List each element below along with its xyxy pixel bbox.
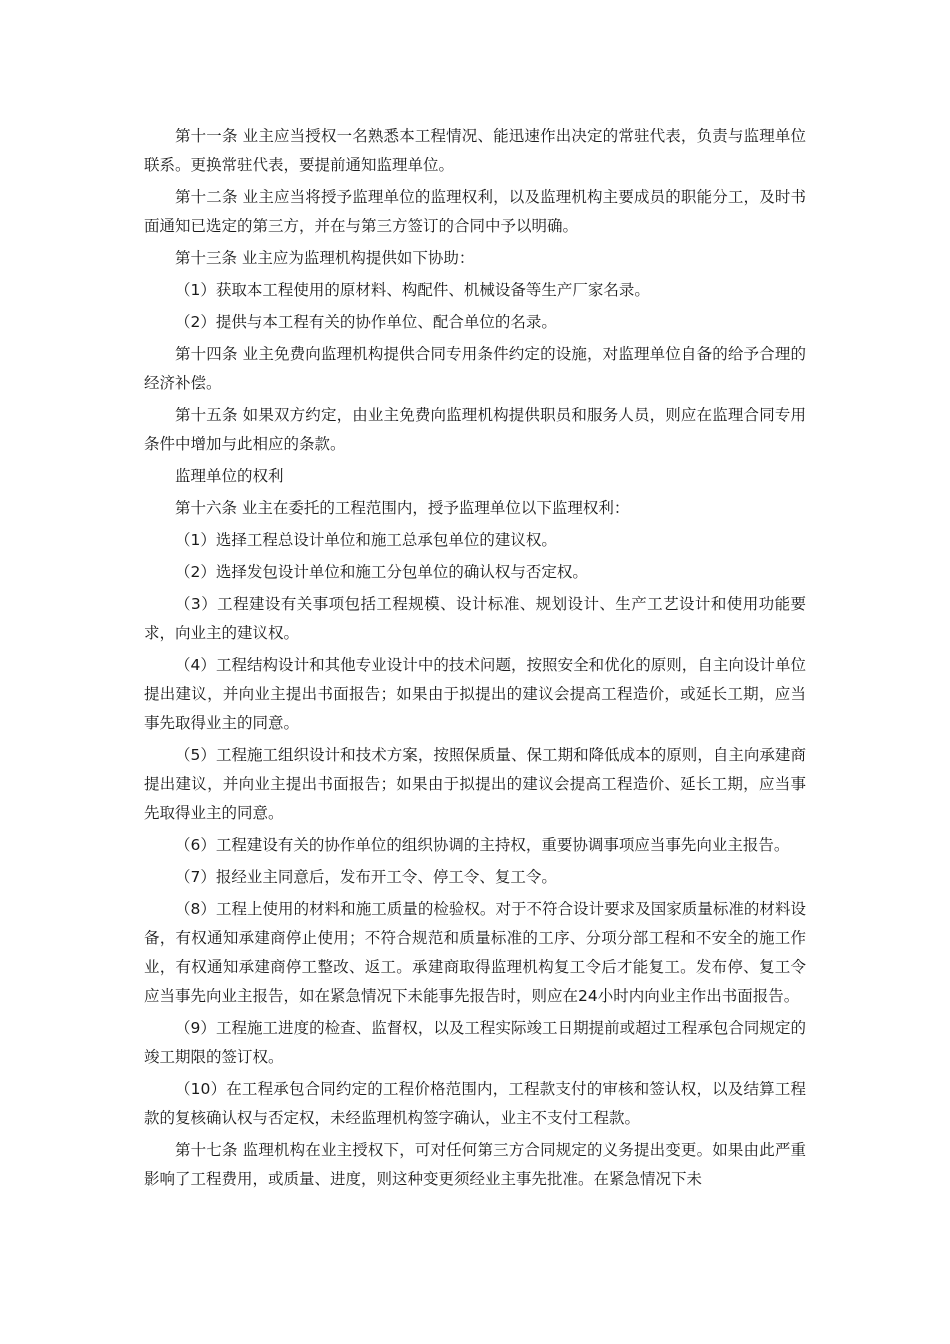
document-body <box>144 122 806 1197</box>
article-16-item-10: （10）在工程承包合同约定的工程价格范围内，工程款支付的审核和签认权，以及结算工程款的复核确认权与否定权，未经监理机构签字确认，业主不支付工程款。 <box>144 1080 806 1127</box>
article-17: 第十七条 监理机构在业主授权下，可对任何第三方合同规定的义务提出变更。如果由此严重影响了工程费用，或质量、进度，则这种变更须经业主事先批准。在紧急情况下未 <box>144 1141 806 1188</box>
article-13: 第十三条 业主应为监理机构提供如下协助： <box>175 249 475 267</box>
article-16: 第十六条 业主在委托的工程范围内，授予监理单位以下监理权利： <box>175 499 630 517</box>
article-16-item-4: （4）工程结构设计和其他专业设计中的技术问题，按照安全和优化的原则，自主向设计单位提出建议，并向业主提出书面报告；如果由于拟提出的建议会提高工程造价，或延长工期，应当事先取得业主的同意。 <box>144 656 806 732</box>
article-14: 第十四条 业主免费向监理机构提供合同专用条件约定的设施，对监理单位自备的给予合理的经济补偿。 <box>144 345 806 392</box>
article-15: 第十五条 如果双方约定，由业主免费向监理机构提供职员和服务人员，则应在监理合同专用条件中增加与此相应的条款。 <box>144 406 806 453</box>
article-13-item-2: （2）提供与本工程有关的协作单位、配合单位的名录。 <box>175 313 557 331</box>
article-16-item-7: （7）报经业主同意后，发布开工令、停工令、复工令。 <box>175 868 557 886</box>
article-11: 第十一条 业主应当授权一名熟悉本工程情况、能迅速作出决定的常驻代表，负责与监理单位联系。更换常驻代表，要提前通知监理单位。 <box>144 127 806 174</box>
article-16-item-2: （2）选择发包设计单位和施工分包单位的确认权与否定权。 <box>175 563 588 581</box>
article-16-item-8: （8）工程上使用的材料和施工质量的检验权。对于不符合设计要求及国家质量标准的材料设备，有权通知承建商停止使用；不符合规范和质量标准的工序、分项分部工程和不安全的施工作业，有权通知承建商停工整改、返工。承建商取得监理机构复工令后才能复工。发布停、复工令应当事先向业主报告，如在紧急情况下未能事先报告时，则应在24小时内向业主作出书面报告。 <box>144 900 806 1005</box>
article-16-item-1: （1）选择工程总设计单位和施工总承包单位的建议权。 <box>175 531 557 549</box>
article-16-item-6: （6）工程建设有关的协作单位的组织协调的主持权，重要协调事项应当事先向业主报告。 <box>175 836 790 854</box>
article-12: 第十二条 业主应当将授予监理单位的监理权利，以及监理机构主要成员的职能分工，及时书面通知已选定的第三方，并在与第三方签订的合同中予以明确。 <box>144 188 806 235</box>
article-16-item-9: （9）工程施工进度的检查、监督权，以及工程实际竣工日期提前或超过工程承包合同规定的竣工期限的签订权。 <box>144 1019 806 1066</box>
section-heading: 监理单位的权利 <box>175 467 284 485</box>
article-16-item-5: （5）工程施工组织设计和技术方案，按照保质量、保工期和降低成本的原则，自主向承建商提出建议，并向业主提出书面报告；如果由于拟提出的建议会提高工程造价、延长工期，应当事先取得业主的同意。 <box>144 746 806 822</box>
article-16-item-3: （3）工程建设有关事项包括工程规模、设计标准、规划设计、生产工艺设计和使用功能要求，向业主的建议权。 <box>144 595 806 642</box>
article-13-item-1: （1）获取本工程使用的原材料、构配件、机械设备等生产厂家名录。 <box>175 281 650 299</box>
